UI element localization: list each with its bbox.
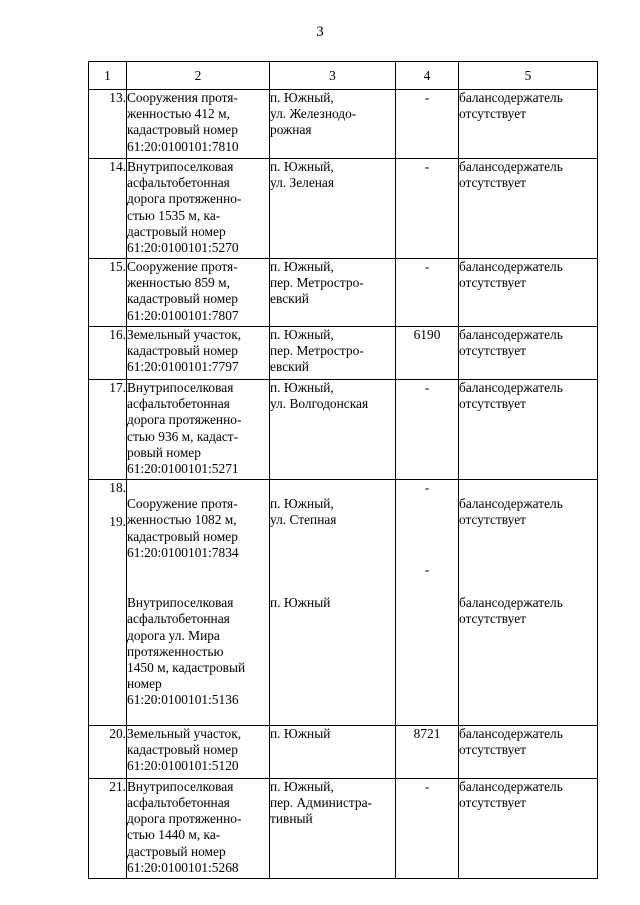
property-register-table bbox=[88, 61, 598, 879]
balance-holder: балансодержатель отсутствует bbox=[459, 594, 563, 627]
row-number: 21. bbox=[89, 778, 127, 878]
row-number: 15. bbox=[89, 259, 127, 327]
object-name: Внутрипоселковая асфальтобетонная дорога протяженно- стью 1535 м, ка- дастровый номер 61:20:0100101:5270 bbox=[127, 159, 270, 259]
table-row bbox=[89, 159, 598, 259]
object-address: п. Южный, ул. Железнодо- рожная bbox=[270, 90, 396, 159]
row-number: 19. bbox=[109, 514, 126, 530]
object-name-group bbox=[127, 480, 270, 726]
header-col-1: 1 bbox=[89, 62, 127, 90]
table-row bbox=[89, 90, 598, 159]
object-address: п. Южный, пер. Метростро- евский bbox=[270, 259, 396, 327]
object-area: - bbox=[424, 480, 430, 495]
object-area: - bbox=[396, 778, 459, 878]
balance-holder: балансодержатель отсутствует bbox=[459, 778, 598, 878]
table-row bbox=[89, 259, 598, 327]
object-address: п. Южный, ул. Зеленая bbox=[270, 159, 396, 259]
balance-holder: балансодержатель отсутствует bbox=[459, 327, 598, 380]
row-number: 16. bbox=[89, 327, 127, 380]
balance-holder: балансодержатель отсутствует bbox=[459, 725, 598, 778]
header-col-4: 4 bbox=[396, 62, 459, 90]
balance-holder: балансодержатель отсутствует bbox=[459, 259, 598, 327]
object-address: п. Южный, ул. Степная bbox=[270, 496, 337, 528]
balance-holder: балансодержатель отсутствует bbox=[459, 159, 598, 259]
page-number: 3 bbox=[316, 24, 324, 40]
table-row bbox=[89, 778, 598, 878]
object-name: Сооружения протя- женностью 412 м, кадастровый номер 61:20:0100101:7810 bbox=[127, 90, 270, 159]
row-number: 13. bbox=[89, 90, 127, 159]
row-number-group bbox=[89, 480, 127, 726]
balance-holder: балансодержатель отсутствует bbox=[459, 90, 598, 159]
object-address: п. Южный, ул. Волгодонская bbox=[270, 380, 396, 480]
object-area: - bbox=[396, 380, 459, 480]
header-col-3: 3 bbox=[270, 62, 396, 90]
table-row bbox=[89, 327, 598, 380]
object-address: п. Южный bbox=[270, 725, 396, 778]
object-address: п. Южный, пер. Метростро- евский bbox=[270, 327, 396, 380]
object-name: Земельный участок, кадастровый номер 61:20:0100101:5120 bbox=[127, 725, 270, 778]
table-row-group bbox=[89, 480, 598, 726]
object-area: 6190 bbox=[396, 327, 459, 380]
object-name: Сооружение протя- женностью 859 м, кадастровый номер 61:20:0100101:7807 bbox=[127, 259, 270, 327]
balance-holder: балансодержатель отсутствует bbox=[459, 496, 563, 528]
object-area-group bbox=[396, 480, 459, 726]
object-area: - bbox=[396, 159, 459, 259]
object-address-group bbox=[270, 480, 396, 726]
object-area: - bbox=[396, 90, 459, 159]
object-area: - bbox=[396, 259, 459, 327]
row-number: 14. bbox=[89, 159, 127, 259]
balance-holder: балансодержатель отсутствует bbox=[459, 380, 598, 480]
header-col-5: 5 bbox=[459, 62, 598, 90]
object-name: Внутрипоселковая асфальтобетонная дорога ул. Мира протяженностью 1450 м, кадастровый номер 61:20:0100101:5136 bbox=[127, 595, 246, 708]
object-name: Внутрипоселковая асфальтобетонная дорога протяженно- стью 936 м, кадаст- ровый номер 61:20:0100101:5271 bbox=[127, 380, 270, 480]
object-address: п. Южный, пер. Администра- тивный bbox=[270, 778, 396, 878]
table-row bbox=[89, 380, 598, 480]
object-name: Внутрипоселковая асфальтобетонная дорога протяженно- стью 1440 м, ка- дастровый номер 61:20:0100101:5268 bbox=[127, 778, 270, 878]
table-header-row bbox=[89, 62, 598, 90]
row-number: 20. bbox=[89, 725, 127, 778]
table-row bbox=[89, 725, 598, 778]
object-name: Сооружение протя- женностью 1082 м, кадастровый номер 61:20:0100101:7834 bbox=[127, 496, 239, 560]
row-number: 18. bbox=[109, 480, 126, 495]
object-area: - bbox=[424, 562, 430, 578]
object-address: п. Южный bbox=[270, 594, 331, 610]
object-name: Земельный участок, кадастровый номер 61:20:0100101:7797 bbox=[127, 327, 270, 380]
header-col-2: 2 bbox=[127, 62, 270, 90]
row-number: 17. bbox=[89, 380, 127, 480]
balance-holder-group bbox=[459, 480, 598, 726]
object-area: 8721 bbox=[396, 725, 459, 778]
